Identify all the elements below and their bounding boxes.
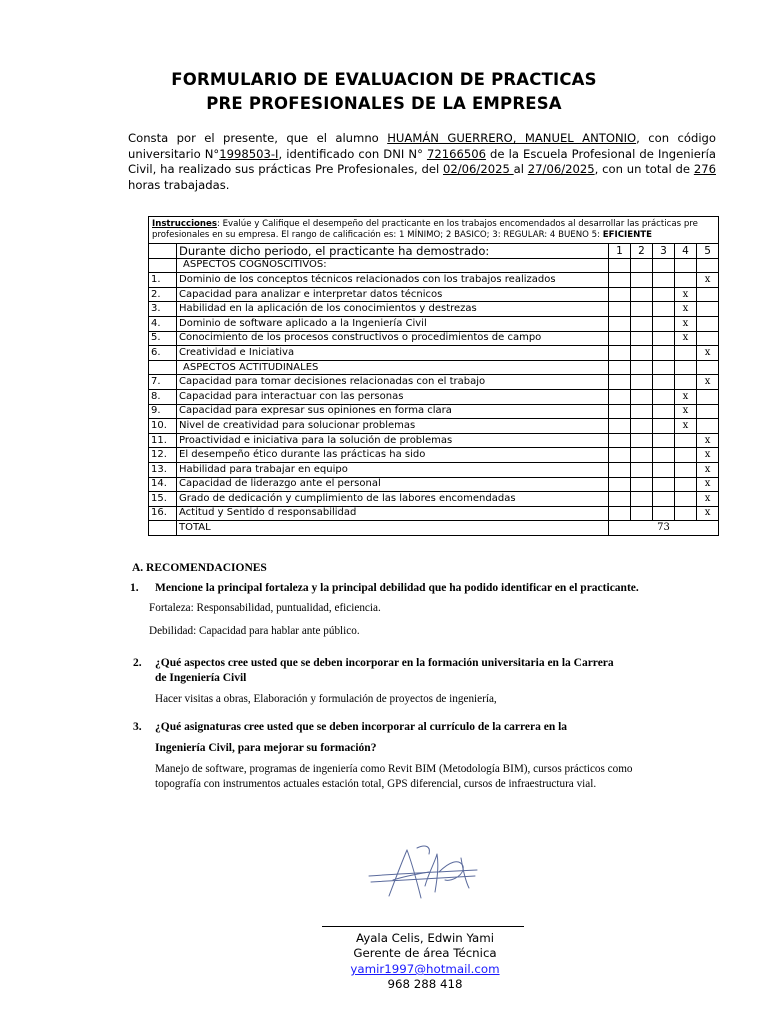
total-hours: 276 bbox=[693, 162, 716, 176]
score-cell-3 bbox=[653, 433, 675, 448]
row-number: 4. bbox=[149, 316, 177, 331]
table-row bbox=[149, 477, 719, 492]
instructions-label: Instrucciones bbox=[152, 219, 217, 229]
score-cell-1 bbox=[609, 492, 631, 507]
student-name: HUAMÁN GUERRERO, MANUEL ANTONIO bbox=[387, 131, 637, 145]
score-header-5: 5 bbox=[697, 244, 719, 259]
row-criterion: Capacidad para interactuar con las personas bbox=[177, 389, 609, 404]
score-mark: x bbox=[697, 506, 719, 521]
score-cell-2 bbox=[631, 302, 653, 317]
row-number: 16. bbox=[149, 506, 177, 521]
score-cell-1 bbox=[609, 316, 631, 331]
score-cell-4 bbox=[675, 346, 697, 361]
score-cell-4 bbox=[675, 477, 697, 492]
row-number: 14. bbox=[149, 477, 177, 492]
table-row bbox=[149, 302, 719, 317]
header-num-cell bbox=[149, 244, 177, 259]
intro-text-3: , identificado con DNI N° bbox=[278, 146, 427, 161]
row-number: 9. bbox=[149, 404, 177, 419]
answer-3-line1: Manejo de software, programas de ingeniería como Revit BIM (Metodología BIM), cursos prácticos como bbox=[155, 763, 633, 775]
section-cognitive-label: ASPECTOS COGNOSCITIVOS: bbox=[177, 258, 609, 273]
row-criterion: Capacidad de liderazgo ante el personal bbox=[177, 477, 609, 492]
table-row bbox=[149, 375, 719, 390]
row-criterion: Actitud y Sentido d responsabilidad bbox=[177, 506, 609, 521]
score-mark: x bbox=[675, 331, 697, 346]
section-cognitive-score-cell bbox=[653, 258, 675, 273]
row-criterion: Capacidad para tomar decisiones relacionadas con el trabajo bbox=[177, 375, 609, 390]
form-title-line1: FORMULARIO DE EVALUACION DE PRACTICAS bbox=[171, 70, 597, 89]
row-number: 13. bbox=[149, 462, 177, 477]
score-cell-5 bbox=[697, 404, 719, 419]
instructions-cell bbox=[149, 217, 719, 244]
score-cell-1 bbox=[609, 375, 631, 390]
row-criterion: El desempeño ético durante las prácticas ha sido bbox=[177, 448, 609, 463]
total-row bbox=[149, 521, 719, 536]
instructions-text: : Evalúe y Califique el desempeño del practicante en los trabajos encomendados al desarrollar las prácticas pre profesionales en su empresa. El rango de calificación es: 1 MÍNIMO; 2 BASICO; 3: REGULAR: 4 BUENO 5: bbox=[152, 219, 698, 240]
score-cell-2 bbox=[631, 448, 653, 463]
row-number: 5. bbox=[149, 331, 177, 346]
score-cell-1 bbox=[609, 389, 631, 404]
score-cell-5 bbox=[697, 302, 719, 317]
score-cell-1 bbox=[609, 433, 631, 448]
score-mark: x bbox=[697, 462, 719, 477]
score-cell-4 bbox=[675, 492, 697, 507]
score-cell-1 bbox=[609, 419, 631, 434]
row-number: 10. bbox=[149, 419, 177, 434]
row-criterion: Capacidad para analizar e interpretar datos técnicos bbox=[177, 287, 609, 302]
intro-text-1: Consta por el presente, que el alumno bbox=[128, 131, 388, 145]
question-2-number: 2. bbox=[133, 657, 142, 669]
score-cell-5 bbox=[697, 419, 719, 434]
section-attitudinal-score-cell bbox=[609, 360, 631, 375]
score-cell-2 bbox=[631, 433, 653, 448]
score-cell-1 bbox=[609, 331, 631, 346]
table-row bbox=[149, 419, 719, 434]
score-cell-3 bbox=[653, 346, 675, 361]
row-criterion: Dominio de software aplicado a la Ingeniería Civil bbox=[177, 316, 609, 331]
total-label: TOTAL bbox=[177, 521, 609, 536]
row-criterion: Grado de dedicación y cumplimiento de las labores encomendadas bbox=[177, 492, 609, 507]
score-mark: x bbox=[697, 346, 719, 361]
score-mark: x bbox=[675, 389, 697, 404]
score-mark: x bbox=[697, 492, 719, 507]
row-criterion: Dominio de los conceptos técnicos relacionados con los trabajos realizados bbox=[177, 273, 609, 288]
score-cell-2 bbox=[631, 492, 653, 507]
score-cell-1 bbox=[609, 346, 631, 361]
section-attitudinal-score-cell bbox=[697, 360, 719, 375]
table-row bbox=[149, 433, 719, 448]
table-row bbox=[149, 506, 719, 521]
intro-text-6: , con un total de bbox=[594, 162, 694, 176]
table-row bbox=[149, 346, 719, 361]
row-criterion: Proactividad e iniciativa para la solución de problemas bbox=[177, 433, 609, 448]
intro-text-5: al bbox=[513, 162, 528, 176]
question-3-number: 3. bbox=[133, 721, 142, 733]
intro-text-4: de la Escuela Profesional de Ingeniería Civil, ha realizado sus prácticas Pre Profesionales, del bbox=[128, 146, 717, 176]
score-mark: x bbox=[675, 302, 697, 317]
table-row bbox=[149, 462, 719, 477]
score-cell-1 bbox=[609, 462, 631, 477]
score-cell-5 bbox=[697, 287, 719, 302]
score-cell-2 bbox=[631, 273, 653, 288]
score-cell-3 bbox=[653, 316, 675, 331]
table-row bbox=[149, 404, 719, 419]
form-title-line2: PRE PROFESIONALES DE LA EMPRESA bbox=[206, 94, 562, 113]
score-mark: x bbox=[697, 477, 719, 492]
row-criterion: Nivel de creatividad para solucionar problemas bbox=[177, 419, 609, 434]
score-mark: x bbox=[697, 273, 719, 288]
table-row bbox=[149, 389, 719, 404]
score-mark: x bbox=[675, 404, 697, 419]
score-cell-3 bbox=[653, 448, 675, 463]
signature-line bbox=[322, 926, 524, 927]
score-cell-5 bbox=[697, 316, 719, 331]
row-number: 12. bbox=[149, 448, 177, 463]
score-cell-3 bbox=[653, 419, 675, 434]
row-number: 6. bbox=[149, 346, 177, 361]
table-row bbox=[149, 273, 719, 288]
section-cognitive-score-cell bbox=[697, 258, 719, 273]
score-cell-1 bbox=[609, 287, 631, 302]
score-cell-4 bbox=[675, 506, 697, 521]
score-mark: x bbox=[675, 419, 697, 434]
signer-email-link[interactable]: yamir1997@hotmail.com bbox=[350, 962, 500, 976]
score-cell-1 bbox=[609, 506, 631, 521]
score-cell-2 bbox=[631, 462, 653, 477]
table-row bbox=[149, 287, 719, 302]
answer-2: Hacer visitas a obras, Elaboración y formulación de proyectos de ingeniería, bbox=[155, 693, 497, 705]
score-cell-2 bbox=[631, 389, 653, 404]
question-3-line1: ¿Qué asignaturas cree usted que se deben incorporar al currículo de la carrera en la bbox=[155, 721, 568, 733]
section-attitudinal-score-cell bbox=[675, 360, 697, 375]
score-cell-3 bbox=[653, 273, 675, 288]
score-cell-2 bbox=[631, 477, 653, 492]
row-criterion: Habilidad en la aplicación de los conocimientos y destrezas bbox=[177, 302, 609, 317]
section-cognitive-score-cell bbox=[631, 258, 653, 273]
answer-1-strength: Fortaleza: Responsabilidad, puntualidad, eficiencia. bbox=[149, 602, 381, 614]
section-cognitive-score-cell bbox=[609, 258, 631, 273]
table-row bbox=[149, 316, 719, 331]
total-num-cell bbox=[149, 521, 177, 536]
row-number: 8. bbox=[149, 389, 177, 404]
question-1-number: 1. bbox=[130, 582, 139, 594]
score-cell-1 bbox=[609, 404, 631, 419]
total-value: 73 bbox=[609, 521, 719, 536]
answer-1-weakness: Debilidad: Capacidad para hablar ante público. bbox=[149, 625, 360, 637]
score-cell-4 bbox=[675, 375, 697, 390]
row-number: 7. bbox=[149, 375, 177, 390]
score-cell-2 bbox=[631, 287, 653, 302]
score-header-4: 4 bbox=[675, 244, 697, 259]
section-attitudinal-score-cell bbox=[653, 360, 675, 375]
score-cell-3 bbox=[653, 506, 675, 521]
answer-3-line2: topografía con instrumentos actuales estación total, GPS diferencial, cursos de infraestructura vial. bbox=[155, 778, 597, 790]
evaluation-table bbox=[148, 216, 719, 536]
section-cognitive-row bbox=[149, 258, 719, 273]
score-cell-1 bbox=[609, 273, 631, 288]
row-number: 1. bbox=[149, 273, 177, 288]
section-attitudinal-row bbox=[149, 360, 719, 375]
score-cell-3 bbox=[653, 404, 675, 419]
section-cognitive-num-cell bbox=[149, 258, 177, 273]
score-cell-2 bbox=[631, 316, 653, 331]
intro-text-7: horas trabajadas. bbox=[128, 177, 230, 192]
score-mark: x bbox=[697, 448, 719, 463]
score-cell-3 bbox=[653, 375, 675, 390]
score-cell-3 bbox=[653, 477, 675, 492]
section-cognitive-score-cell bbox=[675, 258, 697, 273]
table-row bbox=[149, 492, 719, 507]
instructions-bold: EFICIENTE bbox=[602, 230, 652, 240]
score-mark: x bbox=[675, 316, 697, 331]
row-criterion: Capacidad para expresar sus opiniones en forma clara bbox=[177, 404, 609, 419]
score-header-2: 2 bbox=[631, 244, 653, 259]
question-2-line2: de Ingeniería Civil bbox=[155, 672, 247, 684]
score-cell-2 bbox=[631, 506, 653, 521]
signer-name: Ayala Celis, Edwin Yami bbox=[355, 931, 495, 945]
score-cell-2 bbox=[631, 331, 653, 346]
instructions-row bbox=[149, 217, 719, 244]
row-number: 2. bbox=[149, 287, 177, 302]
score-cell-3 bbox=[653, 287, 675, 302]
row-number: 15. bbox=[149, 492, 177, 507]
score-cell-3 bbox=[653, 389, 675, 404]
intro-text-2: , con código universitario N° bbox=[128, 131, 716, 161]
recommendations-title: A. RECOMENDACIONES bbox=[132, 562, 267, 574]
score-mark: x bbox=[697, 375, 719, 390]
score-cell-3 bbox=[653, 331, 675, 346]
score-cell-1 bbox=[609, 448, 631, 463]
header-text: Durante dicho periodo, el practicante ha demostrado: bbox=[177, 244, 609, 259]
score-cell-4 bbox=[675, 448, 697, 463]
score-cell-4 bbox=[675, 462, 697, 477]
date-to: 27/06/2025 bbox=[527, 162, 595, 176]
score-cell-1 bbox=[609, 477, 631, 492]
score-cell-4 bbox=[675, 433, 697, 448]
table-row bbox=[149, 331, 719, 346]
score-cell-2 bbox=[631, 419, 653, 434]
question-3-line2: Ingeniería Civil, para mejorar su formación? bbox=[155, 742, 377, 754]
score-cell-5 bbox=[697, 389, 719, 404]
row-criterion: Creatividad e Iniciativa bbox=[177, 346, 609, 361]
score-mark: x bbox=[697, 433, 719, 448]
score-cell-4 bbox=[675, 273, 697, 288]
table-row bbox=[149, 448, 719, 463]
intro-paragraph bbox=[128, 131, 716, 193]
score-cell-3 bbox=[653, 302, 675, 317]
score-cell-2 bbox=[631, 375, 653, 390]
question-2-line1: ¿Qué aspectos cree usted que se deben incorporar en la formación universitaria en la Carrera bbox=[155, 657, 614, 669]
score-cell-2 bbox=[631, 404, 653, 419]
signer-role: Gerente de área Técnica bbox=[353, 946, 497, 960]
section-attitudinal-num-cell bbox=[149, 360, 177, 375]
score-cell-3 bbox=[653, 462, 675, 477]
row-criterion: Conocimiento de los procesos constructivos o procedimientos de campo bbox=[177, 331, 609, 346]
header-row bbox=[149, 244, 719, 259]
signer-email-wrap bbox=[300, 962, 550, 976]
student-code: 1998503-I bbox=[219, 146, 279, 161]
row-criterion: Habilidad para trabajar en equipo bbox=[177, 462, 609, 477]
signer-phone: 968 288 418 bbox=[387, 977, 463, 991]
score-cell-2 bbox=[631, 346, 653, 361]
score-cell-1 bbox=[609, 302, 631, 317]
question-1: Mencione la principal fortaleza y la principal debilidad que ha podido identificar en el practicante. bbox=[155, 582, 639, 594]
section-attitudinal-label: ASPECTOS ACTITUDINALES bbox=[177, 360, 609, 375]
row-number: 3. bbox=[149, 302, 177, 317]
handwritten-signature bbox=[365, 836, 485, 906]
score-header-1: 1 bbox=[609, 244, 631, 259]
score-cell-3 bbox=[653, 492, 675, 507]
section-attitudinal-score-cell bbox=[631, 360, 653, 375]
date-from: 02/06/2025 bbox=[443, 162, 514, 176]
score-mark: x bbox=[675, 287, 697, 302]
score-cell-5 bbox=[697, 331, 719, 346]
student-dni: 72166506 bbox=[426, 146, 486, 161]
score-header-3: 3 bbox=[653, 244, 675, 259]
row-number: 11. bbox=[149, 433, 177, 448]
